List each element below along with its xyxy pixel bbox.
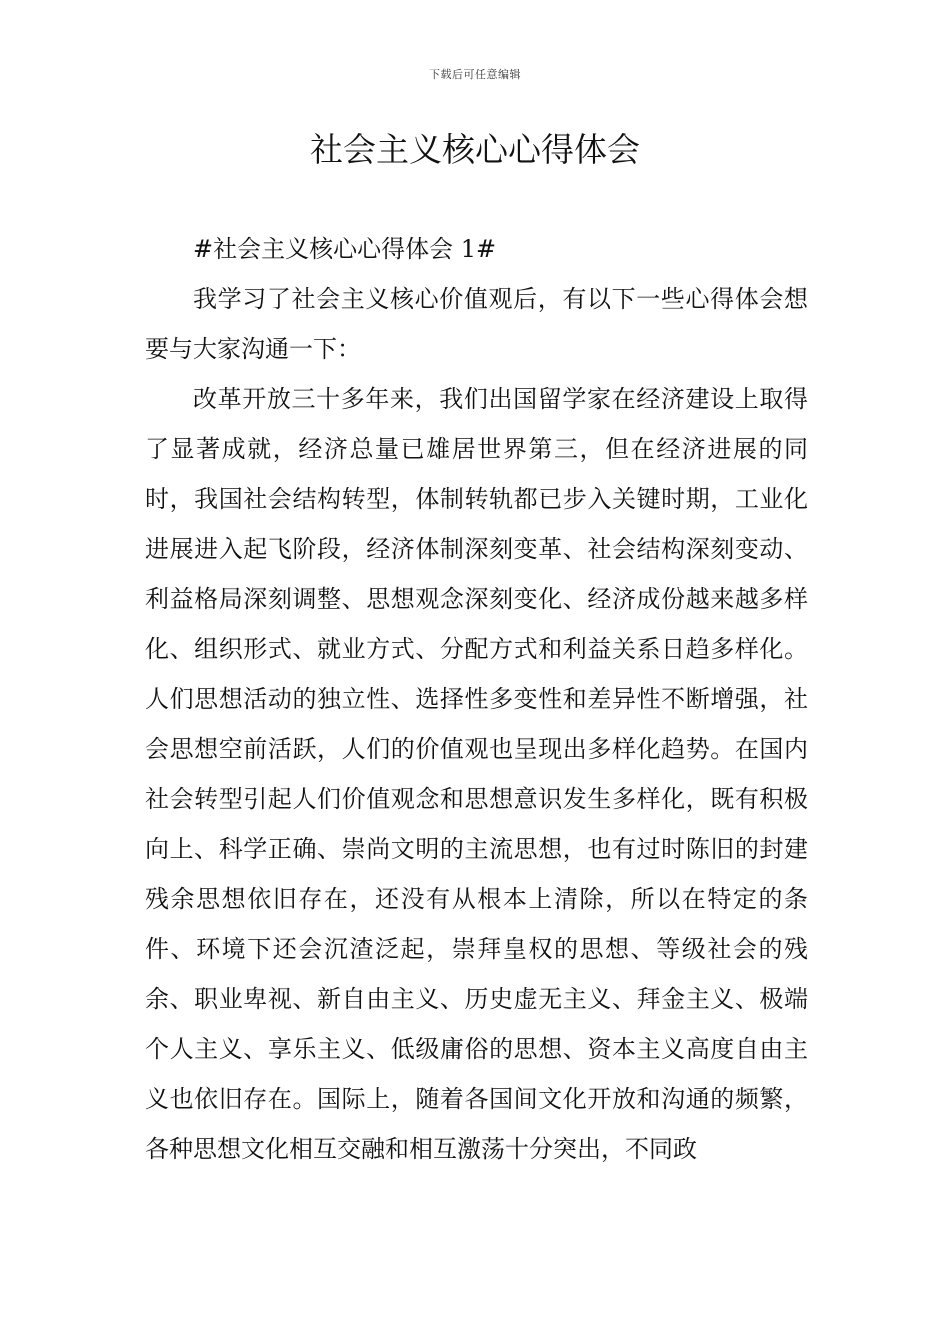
document-title: 社会主义核心心得体会 [310,130,640,169]
paragraph: 我学习了社会主义核心价值观后，有以下一些心得体会想要与大家沟通一下： [145,285,808,363]
paragraph: 改革开放三十多年来，我们出国留学家在经济建设上取得了显著成就，经济总量已雄居世界第三，但在经济进展的同时，我国社会结构转型，体制转轨都已步入关键时期，工业化进展进入起飞阶段，经济体制深刻变革、社会结构深刻变动、利益格局深刻调整、思想观念深刻变化、经济成份越来越多样化、组织形式、就业方式、分配方式和利益关系日趋多样化。人们思想活动的独立性、选择性多变性和差异性不断增强，社会思想空前活跃，人们的价值观也呈现出多样化趋势。在国内社会转型引起人们价值观念和思想意识发生多样化，既有积极向上、科学正确、崇尚文明的主流思想，也有过时陈旧的封建残余思想依旧存在，还没有从根本上清除，所以在特定的条件、环境下还会沉渣泛起，崇拜皇权的思想、等级社会的残余、职业卑视、新自由主义、历史虚无主义、拜金主义、极端个人主义、享乐主义、低级庸俗的思想、资本主义高度自由主义也依旧存在。国际上，随着各国间文化开放和沟通的频繁，各种思想文化相互交融和相互激荡十分突出，不同政 [145,385,808,1163]
section-heading: #社会主义核心心得体会 1# [193,235,497,263]
header-note: 下载后可任意编辑 [429,68,521,81]
